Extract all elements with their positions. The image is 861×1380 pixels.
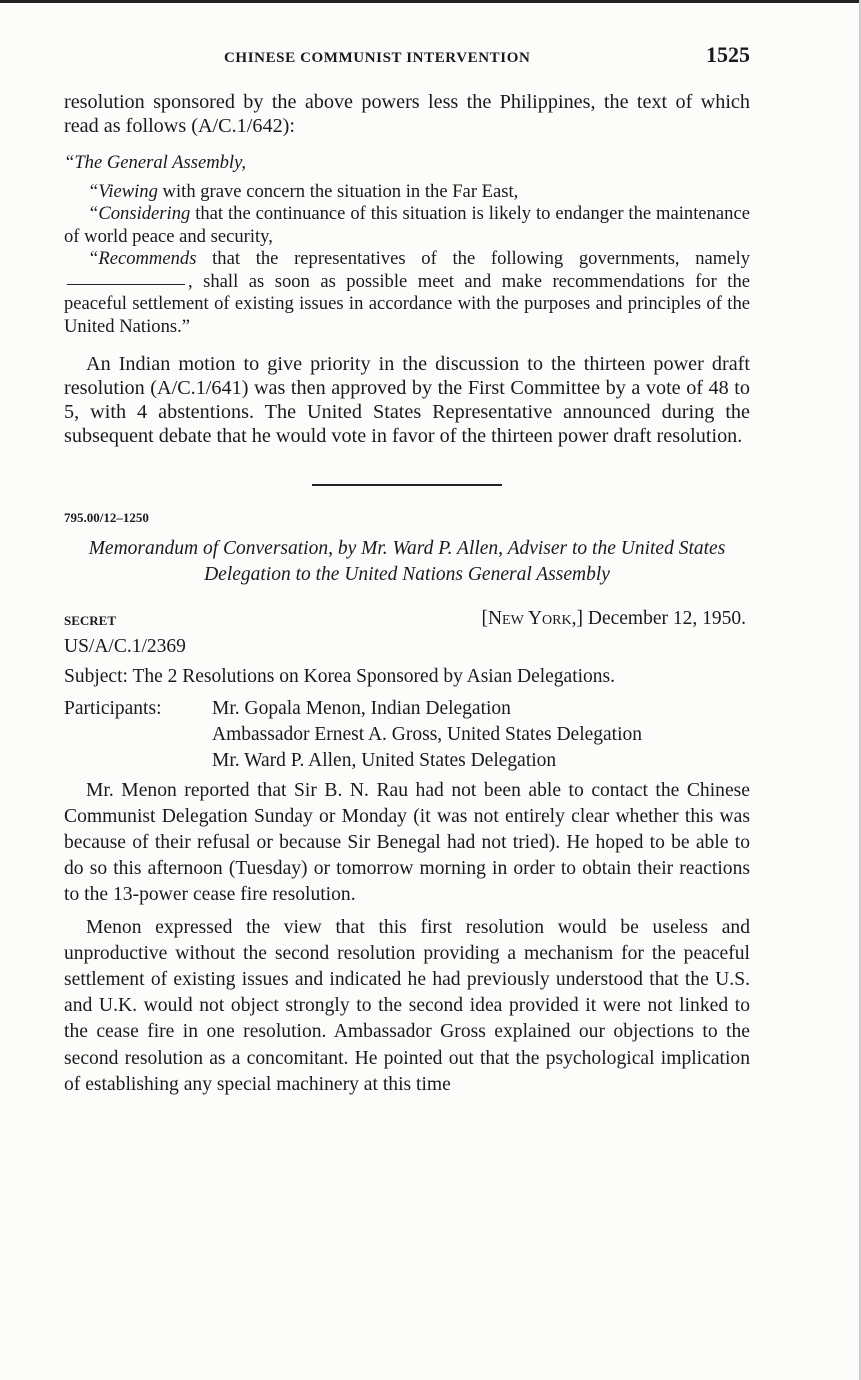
document-page (64, 42, 750, 1098)
participant: Ambassador Ernest A. Gross, United States Delegation (212, 723, 643, 745)
section-divider (312, 484, 502, 486)
indian-motion-paragraph: An Indian motion to give priority in the discussion to the thirteen power draft resolution (A/C.1/641) was then approved by the First Committee by a vote of 48 to 5, with 4 abstentions. The United States Representative announced during the subsequent debate that he would vote in favor of the thirteen power draft resolution. (64, 353, 750, 447)
running-head: CHINESE COMMUNIST INTERVENTION (224, 50, 531, 66)
file-reference: 795.00/12–1250 (64, 509, 149, 525)
subject-block (64, 666, 750, 688)
classification-row (64, 608, 750, 636)
page-header (64, 42, 750, 72)
body-paragraph: Menon expressed the view that this first resolution would be useless and unproductive without the second resolution providing a mechanism for the peaceful settlement of existing issues and indicated he had previously understood that the U.S. and U.K. would not object strongly to the second idea provided it were not linked to the cease fire in one resolution. Ambassador Gross explained our objections to the second resolution as a concomitant. He pointed out that the psychological implication of establishing any special machinery at this time (64, 916, 750, 1095)
body-paragraph: Mr. Menon reported that Sir B. N. Rau had not been able to contact the Chinese Communist Delegation Sunday or Monday (it was not entirely clear whether this was because of their refusal or because Sir Benegal had not tried). He hoped to be able to do so this afternoon (Tuesday) or tomorrow morning in order to obtain their reactions to the 13-power cease fire resolution. (64, 779, 750, 906)
quote-recommends: “Recommends that the representatives of the following governments, namely, shall as soon as possible meet and make recommendations for the peaceful settlement of existing issues in accordance with the purposes and principles of the United Nations.” (64, 248, 750, 337)
classification: SECRET (64, 612, 117, 628)
resolution-quote (64, 152, 750, 338)
memorandum-title: Memorandum of Conversation, by Mr. Ward P. Allen, Adviser to the United States Delegation to the United Nations General Assembly (88, 537, 726, 585)
participant: Mr. Ward P. Allen, United States Delegation (212, 749, 557, 771)
page-number: 1525 (706, 42, 750, 67)
top-border (0, 0, 861, 3)
intro-paragraph: resolution sponsored by the above powers less the Philippines, the text of which read as follows (A/C.1/642): (64, 91, 750, 137)
dateline: [New York,] December 12, 1950. (481, 607, 746, 629)
participants-list (212, 696, 642, 774)
quote-opening: “The General Assembly, (64, 152, 246, 173)
participant: Mr. Gopala Menon, Indian Delegation (212, 697, 511, 719)
document-number: US/A/C.1/2369 (64, 635, 186, 657)
participants-label: Participants: (64, 697, 162, 719)
quote-considering: “Considering that the continuance of this situation is likely to endanger the maintenance of world peace and security, (64, 203, 750, 247)
subject-label: Subject: (64, 665, 128, 687)
quote-viewing: “Viewing with grave concern the situation in the Far East, (88, 180, 519, 202)
blank-line (67, 283, 185, 285)
subject-text: The 2 Resolutions on Korea Sponsored by Asian Delegations. (132, 665, 616, 687)
participants-block (64, 696, 750, 774)
